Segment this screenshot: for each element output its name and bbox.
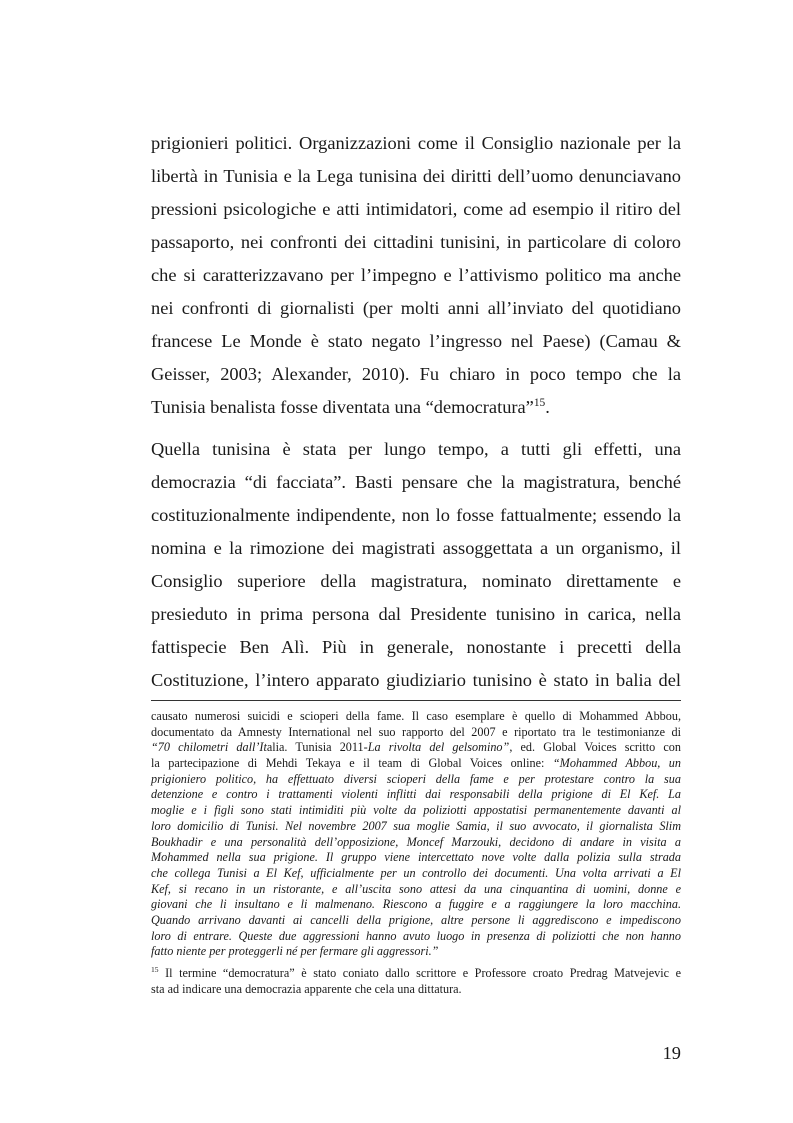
text-fragment: Quando arrivano davanti ai cancelli della prigione, altre persone li aggrediscono e impediscono: [151, 912, 681, 927]
text-line: passaporto, nei confronti dei cittadini tunisini, in particolare di coloro: [151, 232, 681, 252]
text-fragment: loro domicilio di Tunisi. Nel novembre 2007 sua moglie Samia, il suo avvocato, il giornalista Slim: [151, 818, 681, 833]
footnote-line: [151, 787, 681, 803]
text-fragment: alia. Tunisia 2011-: [266, 740, 368, 755]
footnote-number: 15: [151, 964, 159, 974]
text-fragment: aggressori.”: [376, 944, 439, 959]
text-fragment: moglie e i figli sono stati intimiditi più volte da poliziotti appostatisi permanentemente davanti al: [151, 803, 681, 818]
paragraph-2: [151, 433, 681, 697]
text-fragment: , ed. Global Voices scritto con: [509, 740, 681, 755]
text-fragment: fatto niente per proteggerli né per fermare gli: [151, 944, 377, 959]
text-line: prigionieri politici. Organizzazioni come il Consiglio nazionale per la: [151, 133, 681, 153]
text-line: libertà in Tunisia e la Lega tunisina dei diritti dell’uomo denunciavano: [151, 166, 681, 186]
footnote-continuation: [151, 709, 681, 960]
text-fragment: Il termine “democratura” è stato coniato dallo scrittore e Professore croato Predrag Matvejevic e: [158, 966, 681, 980]
text-line: pressioni psicologiche e atti intimidatori, come ad esempio il ritiro del: [151, 199, 681, 219]
text-line: Consiglio superiore della magistratura, nominato direttamente e: [151, 571, 681, 591]
text-fragment: Kef, si recano in un ristorante, e all’uscita sono attesi da una cinquantina di uomini, donne e: [151, 881, 681, 896]
footnote-line: [151, 913, 681, 929]
footnote-line: [151, 897, 681, 913]
footnote-line: [151, 772, 681, 788]
footnote-line: [151, 944, 681, 960]
text-fragment: giovani che li insultano e li malmenano. Riescono a fuggire e a raggiungere la loro macchina.: [151, 897, 681, 912]
text-line: Costituzione, l’intero apparato giudiziario tunisino è stato in balia del: [151, 670, 681, 690]
footnote-line: causato numerosi suicidi e scioperi della fame. Il caso esemplare è quello di Mohammed Abbou,: [151, 709, 681, 723]
footnote-line: [151, 803, 681, 819]
text-line: costituzionalmente indipendente, non lo fosse fattualmente; essendo la: [151, 505, 681, 525]
footnote-line: [151, 850, 681, 866]
text-fragment: Mohammed nella sua prigione. Il gruppo viene intercettato nove volte dalla polizia sulla strada: [151, 850, 681, 865]
text-fragment: che collega Tunisi a El Kef, ufficialmente per un controllo dei documenti. Una volta arrivati a El: [151, 865, 681, 880]
footnote-15: [151, 966, 681, 997]
footnote-separator: [151, 700, 681, 701]
text-fragment: loro di entrare. Queste due aggressioni hanno avuto luogo in presenza di poliziotti che non hanno: [151, 928, 681, 943]
text-fragment: La rivolta del gelsomino”: [367, 740, 510, 755]
text-line: presieduto in prima persona dal Presidente tunisino in carica, nella: [151, 604, 681, 624]
footnote-line: [151, 866, 681, 882]
footnote-line: sta ad indicare una democrazia apparente che cela una dittatura.: [151, 981, 462, 996]
text-line: fattispecie Ben Alì. Più in generale, nonostante i precetti della: [151, 637, 681, 657]
text-fragment: Boukhadir e una personalità dell’opposizione, Moncef Marzouki, decidono di andare in visita a: [151, 834, 681, 849]
text-line-last: [151, 391, 681, 424]
footnote-line: [151, 819, 681, 835]
footnote-line: [151, 966, 681, 982]
text-line: nomina e la rimozione dei magistrati assoggettata a un organismo, il: [151, 538, 681, 558]
footnote-ref-15[interactable]: 15: [533, 396, 546, 409]
footnote-line: [151, 929, 681, 945]
footnote-line: [151, 882, 681, 898]
text-fragment: “70 chilometri dall’It: [151, 740, 267, 755]
footnote-line: documentato da Amnesty International nel suo rapporto del 2007 e riportato tra le testimonianze di: [151, 724, 681, 739]
text-fragment: detenzione e contro i trattamenti violenti inflitti dai responsabili della prigione di El Kef. La: [151, 787, 681, 802]
footnote-line: [151, 835, 681, 851]
text-fragment: Tunisia benalista fosse diventata una “democratura”: [151, 397, 534, 417]
text-fragment: la partecipazione di Mehdi Tekaya e il team di Global Voices online:: [151, 756, 553, 771]
footnote-line: [151, 756, 681, 772]
text-line: nei confronti di giornalisti (per molti anni all’inviato del quotidiano: [151, 298, 681, 318]
text-fragment: prigioniero politico, ha effettuato diversi scioperi della fame e per protestare contro la sua: [151, 771, 681, 786]
footnote-line: [151, 740, 681, 756]
text-line: francese Le Monde è stato negato l’ingresso nel Paese) (Camau &: [151, 331, 681, 351]
text-fragment: .: [545, 397, 550, 417]
paragraph-1: [151, 127, 681, 424]
text-line: Quella tunisina è stata per lungo tempo, a tutti gli effetti, una: [151, 439, 681, 459]
text-fragment: “Mohammed Abbou, un: [552, 756, 681, 771]
page-number: 19: [662, 1043, 681, 1063]
text-line: che si caratterizzavano per l’impegno e l’attivismo politico ma anche: [151, 265, 681, 285]
text-line: democrazia “di facciata”. Basti pensare che la magistratura, benché: [151, 472, 681, 492]
text-line: Geisser, 2003; Alexander, 2010). Fu chiaro in poco tempo che la: [151, 364, 681, 384]
